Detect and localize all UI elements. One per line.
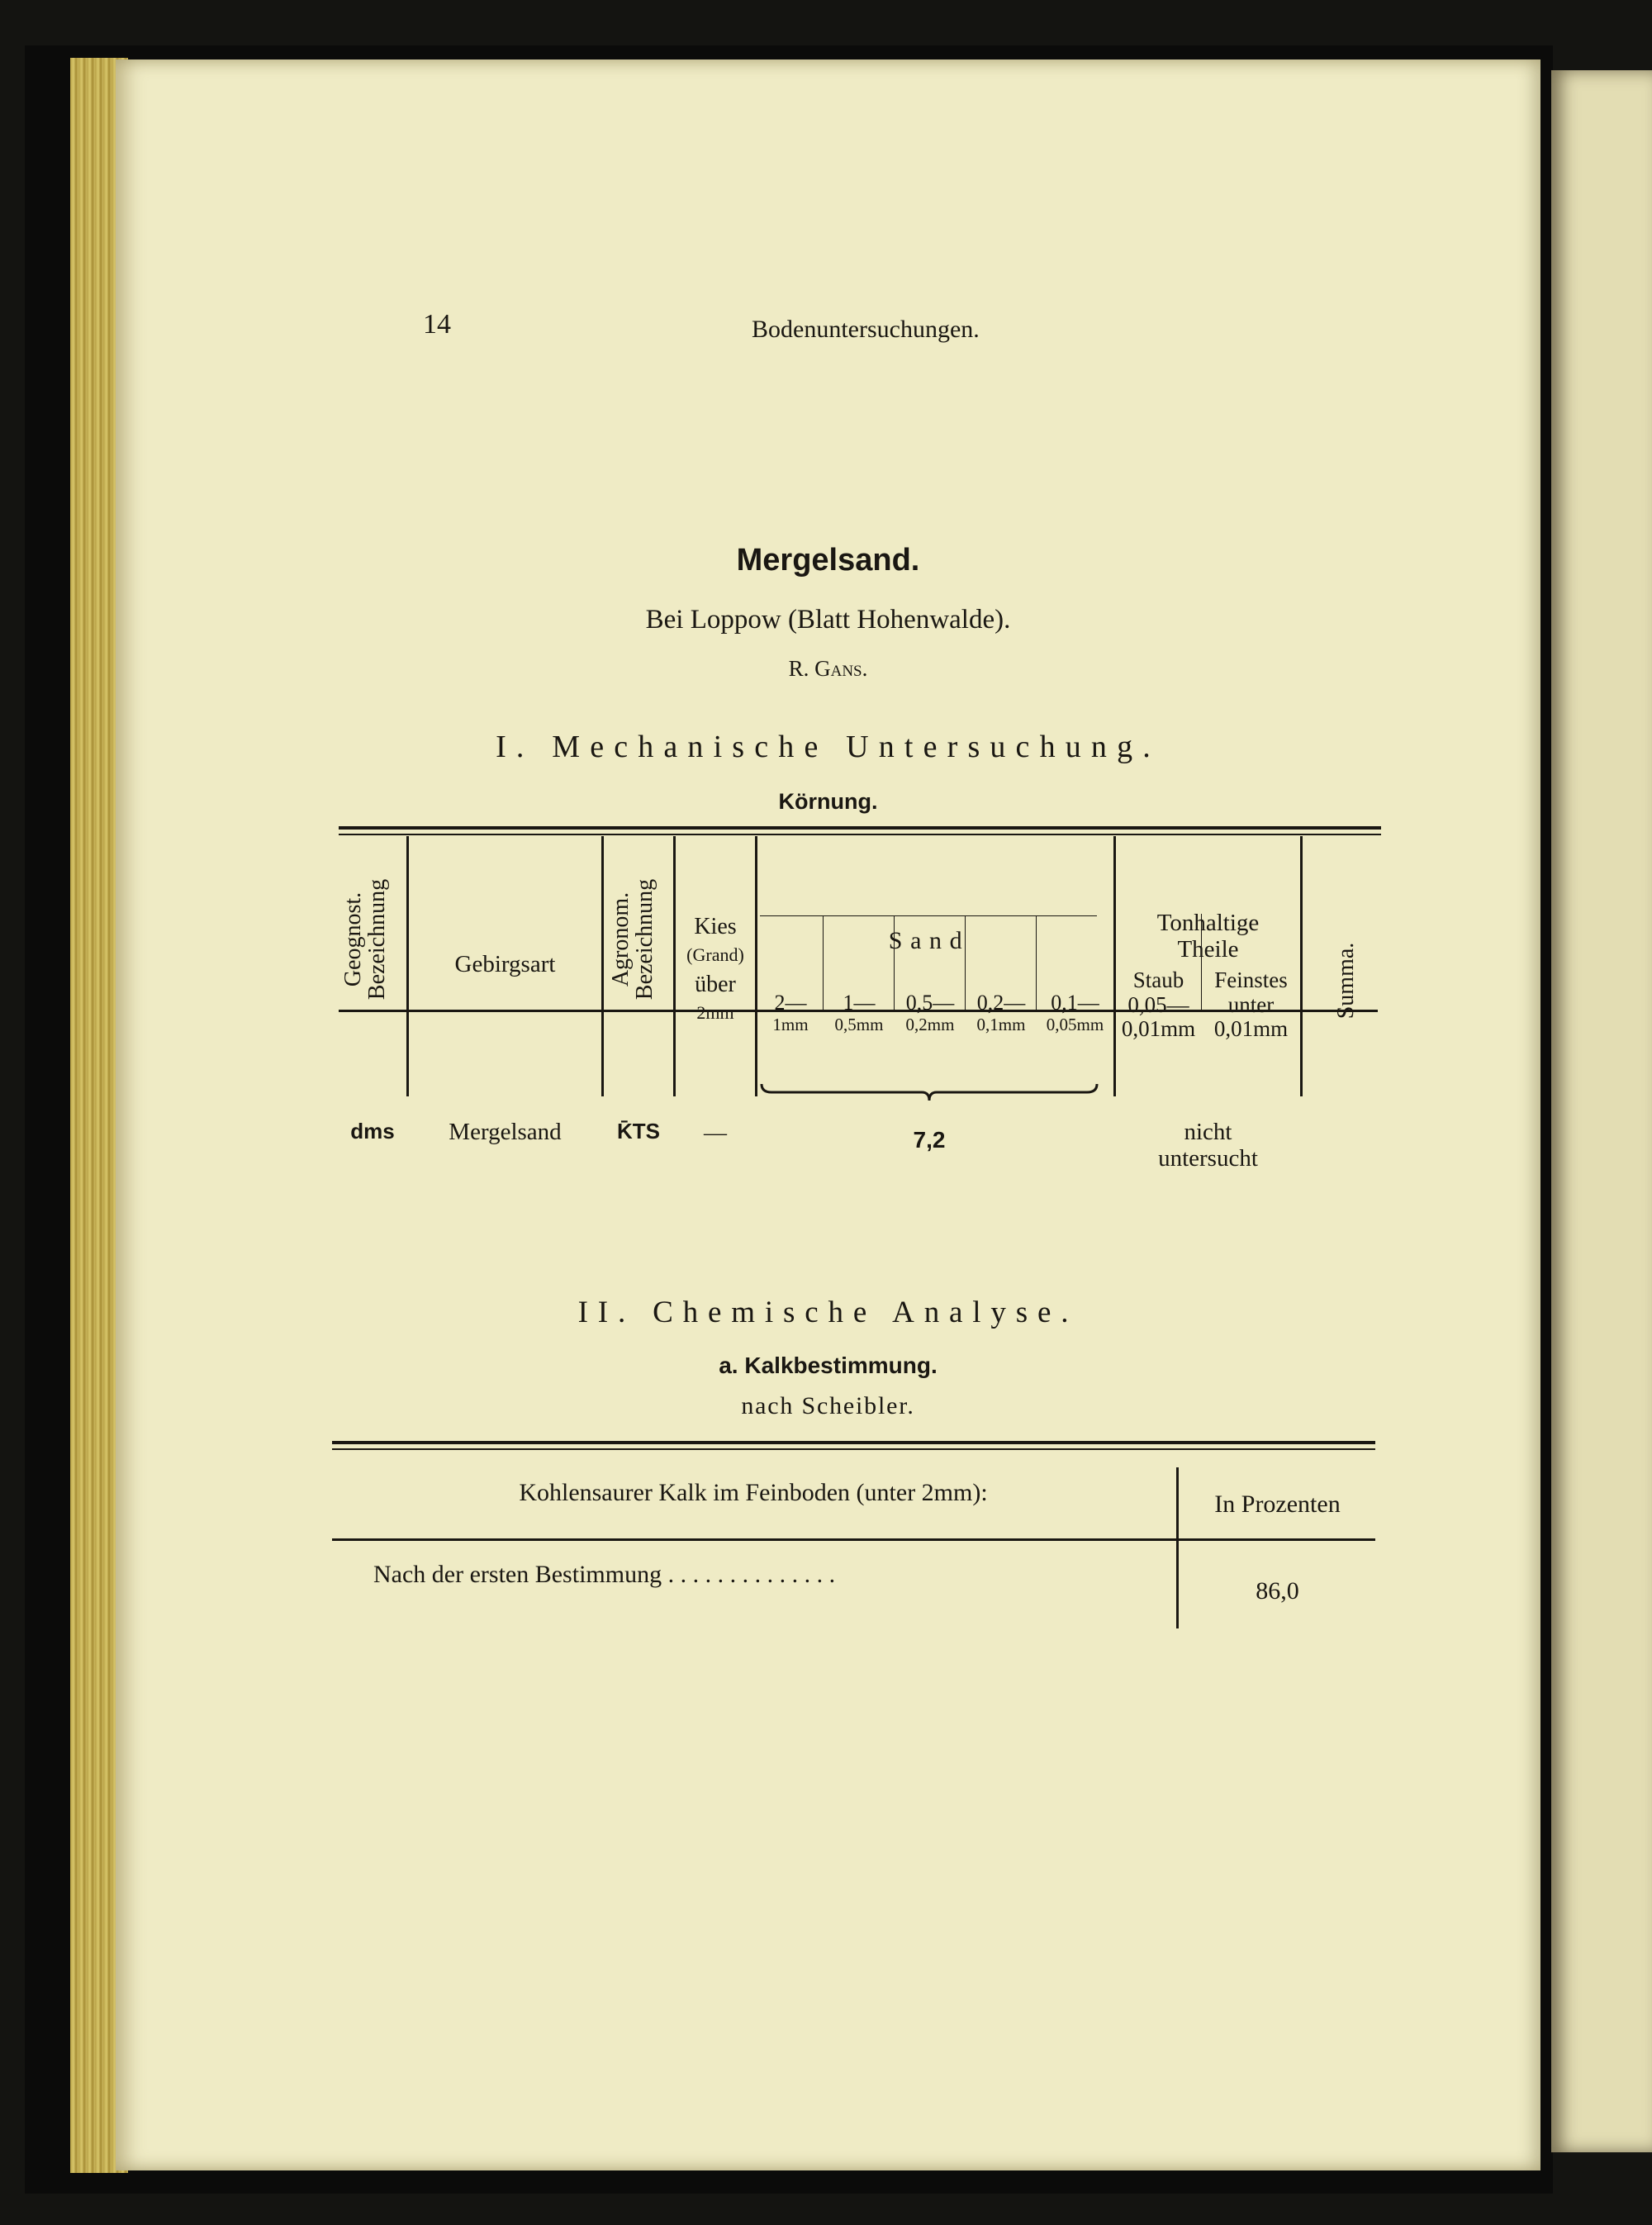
section2-subheading: a. Kalkbestimmung. bbox=[719, 1353, 938, 1378]
page-number: 14 bbox=[423, 309, 451, 340]
sand-range-3: 0,5— 0,2mm bbox=[905, 991, 955, 1034]
section1-heading: I. Mechanische Untersuchung. bbox=[496, 730, 1161, 764]
author: R. Gans. bbox=[788, 656, 868, 681]
sand-brace bbox=[760, 1081, 1099, 1105]
section2-heading: II. Chemische Analyse. bbox=[577, 1296, 1079, 1329]
book-page bbox=[116, 59, 1540, 2170]
kalk-header-left: Kohlensaurer Kalk im Feinboden (unter 2mm): bbox=[519, 1479, 988, 1506]
subtitle: Bei Loppow (Blatt Hohenwalde). bbox=[645, 605, 1011, 635]
kalk-row-label: Nach der ersten Bestimmung . . . . . . . . . . . . . . bbox=[373, 1561, 836, 1588]
sand-range-5: 0,1— 0,05mm bbox=[1046, 991, 1104, 1034]
cell-tonhaltige: nicht untersucht bbox=[1158, 1119, 1258, 1172]
header-tonhaltige: Tonhaltige Theile bbox=[1156, 910, 1260, 963]
header-feinstes: Feinstes unter 0,01mm bbox=[1213, 967, 1289, 1042]
header-sand: Sand bbox=[888, 927, 971, 954]
kalk-header-right: In Prozenten bbox=[1214, 1490, 1341, 1518]
cell-gebirgsart: Mergelsand bbox=[449, 1119, 562, 1145]
header-gebirgsart: Gebirgsart bbox=[454, 951, 556, 977]
running-title: Bodenuntersuchungen. bbox=[752, 316, 980, 343]
section1-subheading: Körnung. bbox=[778, 789, 878, 814]
sand-range-1: 2— 1mm bbox=[772, 991, 809, 1034]
header-summa: Summa. bbox=[1333, 942, 1359, 1020]
header-staub: Staub 0,05— 0,01mm bbox=[1121, 967, 1196, 1042]
cell-sand-total: 7,2 bbox=[913, 1127, 946, 1153]
cell-agronom: K̄TS bbox=[617, 1119, 660, 1143]
cell-kies: — bbox=[704, 1120, 727, 1146]
sand-range-2: 1— 0,5mm bbox=[834, 991, 884, 1034]
section2-method: nach Scheibler. bbox=[741, 1392, 915, 1419]
sand-range-4: 0,2— 0,1mm bbox=[976, 991, 1026, 1034]
header-agronom: Agronom. Bezeichnung bbox=[608, 878, 658, 1001]
cell-geognost: dms bbox=[350, 1119, 395, 1143]
title: Mergelsand. bbox=[736, 543, 920, 578]
next-page-edge bbox=[1551, 70, 1652, 2152]
header-kies: Kies (Grand) über 2mm bbox=[686, 914, 744, 1024]
kalk-row-value: 86,0 bbox=[1256, 1577, 1299, 1605]
header-geognost: Geognost. Bezeichnung bbox=[340, 878, 391, 1001]
